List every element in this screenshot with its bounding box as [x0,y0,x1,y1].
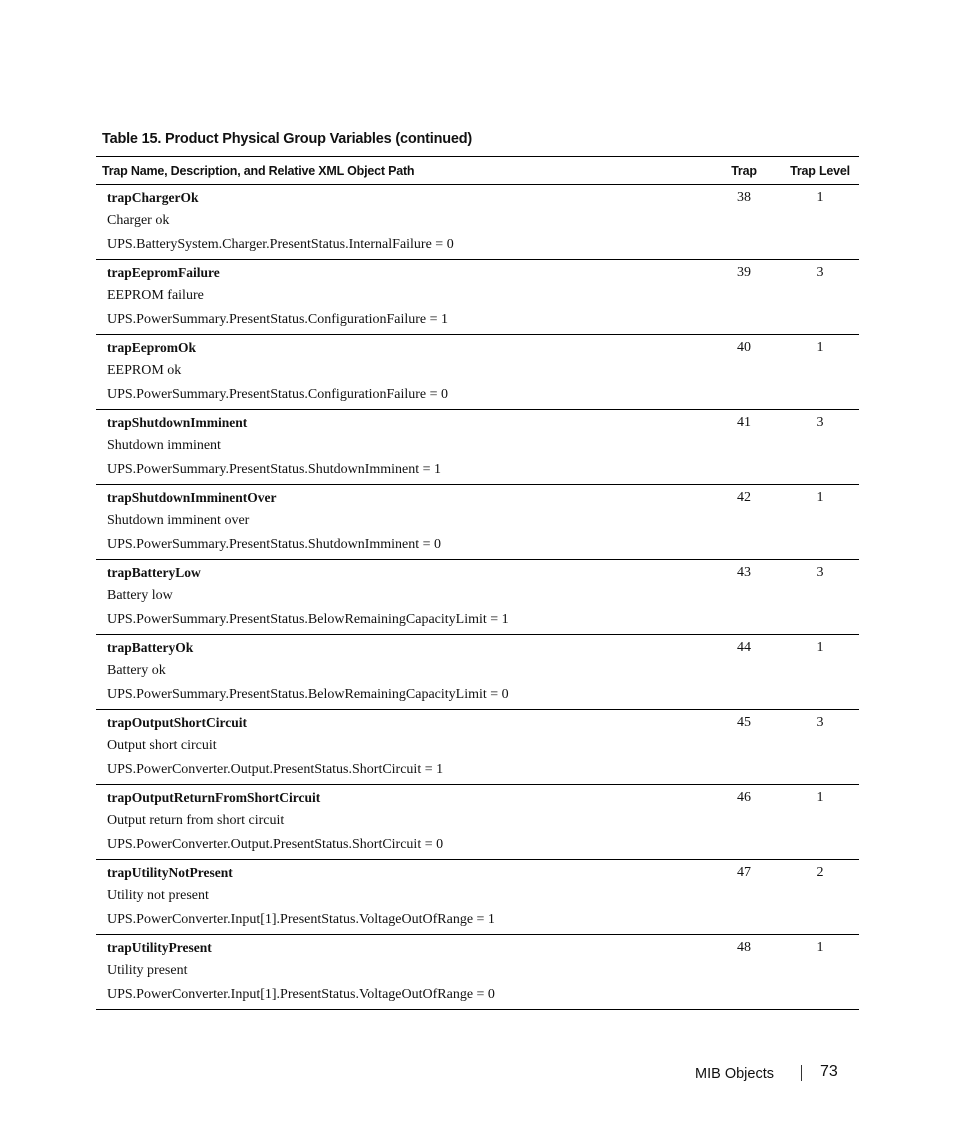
table-row [96,710,859,785]
trap-xml-path: UPS.BatterySystem.Charger.PresentStatus.InternalFailure = 0 [107,237,454,252]
trap-description: Utility present [107,963,188,978]
trap-xml-path: UPS.PowerSummary.PresentStatus.BelowRemainingCapacityLimit = 1 [107,612,509,627]
table-row [96,935,859,1010]
trap-xml-path: UPS.PowerSummary.PresentStatus.BelowRemainingCapacityLimit = 0 [107,687,509,702]
table-row [96,335,859,410]
trap-level: 1 [816,490,824,505]
trap-name: trapEepromOk [107,340,197,355]
trap-number: 45 [737,715,751,730]
trap-description: Battery low [107,588,173,603]
trap-number: 48 [737,940,751,955]
footer-section-title: MIB Objects [695,1066,774,1082]
table-caption: Table 15. Product Physical Group Variables (continued) [102,131,473,147]
trap-level: 1 [816,640,824,655]
trap-name: trapOutputShortCircuit [107,715,248,730]
trap-level: 3 [816,565,824,580]
trap-xml-path: UPS.PowerConverter.Input[1].PresentStatus.VoltageOutOfRange = 0 [107,987,495,1002]
trap-description: EEPROM failure [107,288,204,303]
trap-name: trapShutdownImminent [107,415,248,430]
trap-level: 1 [816,340,824,355]
table-row [96,860,859,935]
table-row [96,485,859,560]
trap-description: Charger ok [107,213,170,228]
table-row [96,635,859,710]
trap-number: 42 [737,490,751,505]
trap-level: 1 [816,940,824,955]
trap-xml-path: UPS.PowerSummary.PresentStatus.ConfigurationFailure = 0 [107,387,449,402]
table-body [96,185,859,1010]
trap-number: 43 [737,565,751,580]
trap-number: 47 [737,865,751,880]
table-row [96,185,859,260]
trap-name: trapBatteryOk [107,640,194,655]
trap-name: trapChargerOk [107,190,199,205]
trap-number: 39 [737,265,751,280]
trap-xml-path: UPS.PowerSummary.PresentStatus.ShutdownImminent = 0 [107,537,442,552]
trap-level: 1 [816,790,824,805]
trap-xml-path: UPS.PowerConverter.Input[1].PresentStatus.VoltageOutOfRange = 1 [107,912,495,927]
trap-xml-path: UPS.PowerSummary.PresentStatus.ConfigurationFailure = 1 [107,312,449,327]
page-footer [0,1063,954,1087]
trap-name: trapEepromFailure [107,265,220,280]
trap-number: 41 [737,415,751,430]
trap-description: Output short circuit [107,738,217,753]
trap-name: trapUtilityNotPresent [107,865,233,880]
header-level-column: Trap Level [790,164,850,178]
trap-name: trapShutdownImminentOver [107,490,277,505]
trap-description: Battery ok [107,663,166,678]
header-trap-column: Trap [731,164,757,178]
trap-description: Output return from short circuit [107,813,285,828]
table-row [96,560,859,635]
trap-table [96,156,859,1010]
trap-level: 1 [816,190,824,205]
footer-divider [801,1065,802,1081]
trap-level: 3 [816,415,824,430]
trap-level: 3 [816,265,824,280]
table-row [96,410,859,485]
table-header [96,157,859,185]
trap-name: trapUtilityPresent [107,940,212,955]
trap-number: 44 [737,640,751,655]
trap-description: Shutdown imminent [107,438,221,453]
trap-number: 46 [737,790,751,805]
trap-number: 40 [737,340,751,355]
trap-description: Utility not present [107,888,209,903]
trap-description: EEPROM ok [107,363,182,378]
trap-xml-path: UPS.PowerSummary.PresentStatus.ShutdownImminent = 1 [107,462,442,477]
trap-level: 3 [816,715,824,730]
page-number: 73 [820,1063,838,1080]
trap-name: trapBatteryLow [107,565,201,580]
table-row [96,785,859,860]
trap-name: trapOutputReturnFromShortCircuit [107,790,321,805]
trap-xml-path: UPS.PowerConverter.Output.PresentStatus.ShortCircuit = 0 [107,837,444,852]
trap-xml-path: UPS.PowerConverter.Output.PresentStatus.ShortCircuit = 1 [107,762,444,777]
table-row [96,260,859,335]
trap-level: 2 [816,865,824,880]
trap-number: 38 [737,190,751,205]
header-name-column: Trap Name, Description, and Relative XML Object Path [102,164,415,178]
trap-description: Shutdown imminent over [107,513,250,528]
